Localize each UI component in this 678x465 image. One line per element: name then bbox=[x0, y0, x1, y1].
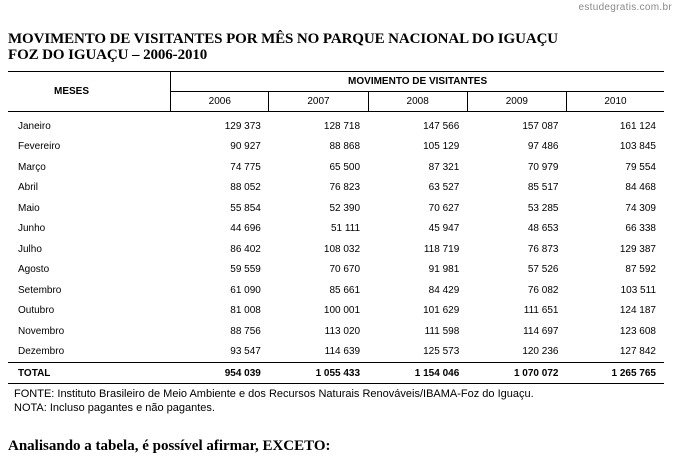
value-cell: 55 854 bbox=[230, 202, 261, 214]
value-cell: 93 547 bbox=[230, 346, 261, 358]
value-cell: 88 868 bbox=[329, 141, 361, 153]
value-cell: 103 845 bbox=[619, 141, 656, 153]
table-row bbox=[8, 178, 664, 199]
value-cell: 85 661 bbox=[329, 284, 361, 296]
value-cell: 108 032 bbox=[323, 243, 361, 255]
value-cell: 53 285 bbox=[527, 202, 559, 214]
value-cell: 85 517 bbox=[527, 182, 559, 194]
table-title bbox=[8, 31, 648, 63]
table-row bbox=[8, 112, 664, 137]
group-header: MOVIMENTO DE VISITANTES bbox=[171, 72, 664, 92]
value-cell: 91 981 bbox=[428, 264, 460, 276]
total-cell: 954 039 bbox=[171, 363, 269, 384]
value-cell: 87 321 bbox=[428, 161, 460, 173]
month-cell: Novembro bbox=[18, 325, 65, 337]
year-header: 2007 bbox=[269, 92, 368, 112]
month-cell: Abril bbox=[18, 182, 39, 194]
value-cell: 76 082 bbox=[527, 284, 559, 296]
value-cell: 129 387 bbox=[619, 243, 656, 255]
value-cell: 63 527 bbox=[428, 182, 460, 194]
value-cell: 57 526 bbox=[527, 264, 559, 276]
value-cell: 88 052 bbox=[230, 182, 261, 194]
value-cell: 147 566 bbox=[423, 120, 460, 132]
month-cell: Setembro bbox=[18, 284, 62, 296]
table-body bbox=[8, 112, 664, 384]
table-row bbox=[8, 137, 664, 158]
title-line-2: FOZ DO IGUAÇU – 2006-2010 bbox=[8, 47, 208, 63]
value-cell: 44 696 bbox=[230, 223, 261, 235]
month-cell: Fevereiro bbox=[18, 141, 61, 153]
value-cell: 103 511 bbox=[620, 284, 656, 296]
year-header: 2009 bbox=[467, 92, 566, 112]
value-cell: 70 627 bbox=[428, 202, 460, 214]
value-cell: 97 486 bbox=[527, 141, 559, 153]
value-cell: 129 373 bbox=[224, 120, 261, 132]
total-label: TOTAL bbox=[8, 363, 171, 384]
total-row bbox=[8, 363, 664, 384]
value-cell: 84 429 bbox=[428, 284, 460, 296]
question-prompt: Analisando a tabela, é possível afirmar, EXCETO: bbox=[8, 438, 331, 454]
total-cell: 1 055 433 bbox=[269, 363, 368, 384]
table-row bbox=[8, 239, 664, 260]
value-cell: 114 639 bbox=[324, 346, 361, 358]
months-column-header: MESES bbox=[8, 72, 171, 112]
source-note: FONTE: Instituto Brasileiro de Meio Ambiente e dos Recursos Naturais Renováveis/IBAMA-Foz do Iguaçu. bbox=[14, 388, 534, 400]
value-cell: 74 309 bbox=[625, 202, 656, 214]
year-header: 2006 bbox=[171, 92, 269, 112]
value-cell: 161 124 bbox=[619, 120, 656, 132]
value-cell: 86 402 bbox=[230, 243, 261, 255]
value-cell: 59 559 bbox=[230, 264, 261, 276]
value-cell: 70 670 bbox=[329, 264, 361, 276]
month-cell: Janeiro bbox=[18, 120, 51, 132]
value-cell: 51 111 bbox=[330, 223, 361, 235]
value-cell: 114 697 bbox=[523, 325, 559, 337]
inclusion-note: NOTA: Incluso pagantes e não pagantes. bbox=[14, 402, 215, 414]
month-cell: Outubro bbox=[18, 305, 55, 317]
value-cell: 127 842 bbox=[619, 346, 656, 358]
title-line-1: MOVIMENTO DE VISITANTES POR MÊS NO PARQUE NACIONAL DO IGUAÇU bbox=[8, 31, 559, 47]
value-cell: 45 947 bbox=[428, 223, 460, 235]
value-cell: 118 719 bbox=[423, 243, 460, 255]
value-cell: 90 927 bbox=[230, 141, 261, 153]
month-cell: Agosto bbox=[18, 264, 50, 276]
month-cell: Junho bbox=[18, 223, 46, 235]
value-cell: 84 468 bbox=[625, 182, 656, 194]
table-row bbox=[8, 198, 664, 219]
total-cell: 1 070 072 bbox=[467, 363, 566, 384]
value-cell: 70 979 bbox=[527, 161, 559, 173]
value-cell: 65 500 bbox=[329, 161, 361, 173]
table-row bbox=[8, 280, 664, 301]
month-cell: Maio bbox=[18, 202, 40, 214]
table-row bbox=[8, 321, 664, 342]
table-notes bbox=[14, 387, 534, 415]
table-row bbox=[8, 301, 664, 322]
value-cell: 105 129 bbox=[423, 141, 460, 153]
value-cell: 74 775 bbox=[230, 161, 261, 173]
value-cell: 157 087 bbox=[522, 120, 559, 132]
value-cell: 125 573 bbox=[423, 346, 460, 358]
value-cell: 111 651 bbox=[523, 305, 559, 317]
value-cell: 81 008 bbox=[230, 305, 261, 317]
value-cell: 87 592 bbox=[625, 264, 656, 276]
value-cell: 123 608 bbox=[619, 325, 656, 337]
month-cell: Março bbox=[18, 161, 46, 173]
value-cell: 88 756 bbox=[230, 325, 261, 337]
value-cell: 79 554 bbox=[625, 161, 656, 173]
value-cell: 48 653 bbox=[527, 223, 559, 235]
value-cell: 124 187 bbox=[619, 305, 656, 317]
table-row bbox=[8, 219, 664, 240]
year-header: 2008 bbox=[368, 92, 467, 112]
table-row bbox=[8, 157, 664, 178]
value-cell: 111 598 bbox=[424, 325, 460, 337]
total-cell: 1 154 046 bbox=[368, 363, 467, 384]
value-cell: 101 629 bbox=[423, 305, 460, 317]
value-cell: 52 390 bbox=[329, 202, 361, 214]
month-cell: Julho bbox=[18, 243, 42, 255]
value-cell: 100 001 bbox=[323, 305, 361, 317]
value-cell: 76 823 bbox=[329, 182, 361, 194]
value-cell: 76 873 bbox=[527, 243, 559, 255]
value-cell: 66 338 bbox=[625, 223, 656, 235]
month-cell: Dezembro bbox=[18, 346, 65, 358]
year-header: 2010 bbox=[566, 92, 664, 112]
watermark: estudegratis.com.br bbox=[578, 2, 672, 13]
value-cell: 113 020 bbox=[324, 325, 361, 337]
visitors-table bbox=[8, 71, 664, 384]
table-row bbox=[8, 260, 664, 281]
total-cell: 1 265 765 bbox=[566, 363, 664, 384]
value-cell: 61 090 bbox=[230, 284, 261, 296]
table-row bbox=[8, 342, 664, 363]
value-cell: 128 718 bbox=[323, 120, 361, 132]
value-cell: 120 236 bbox=[522, 346, 559, 358]
